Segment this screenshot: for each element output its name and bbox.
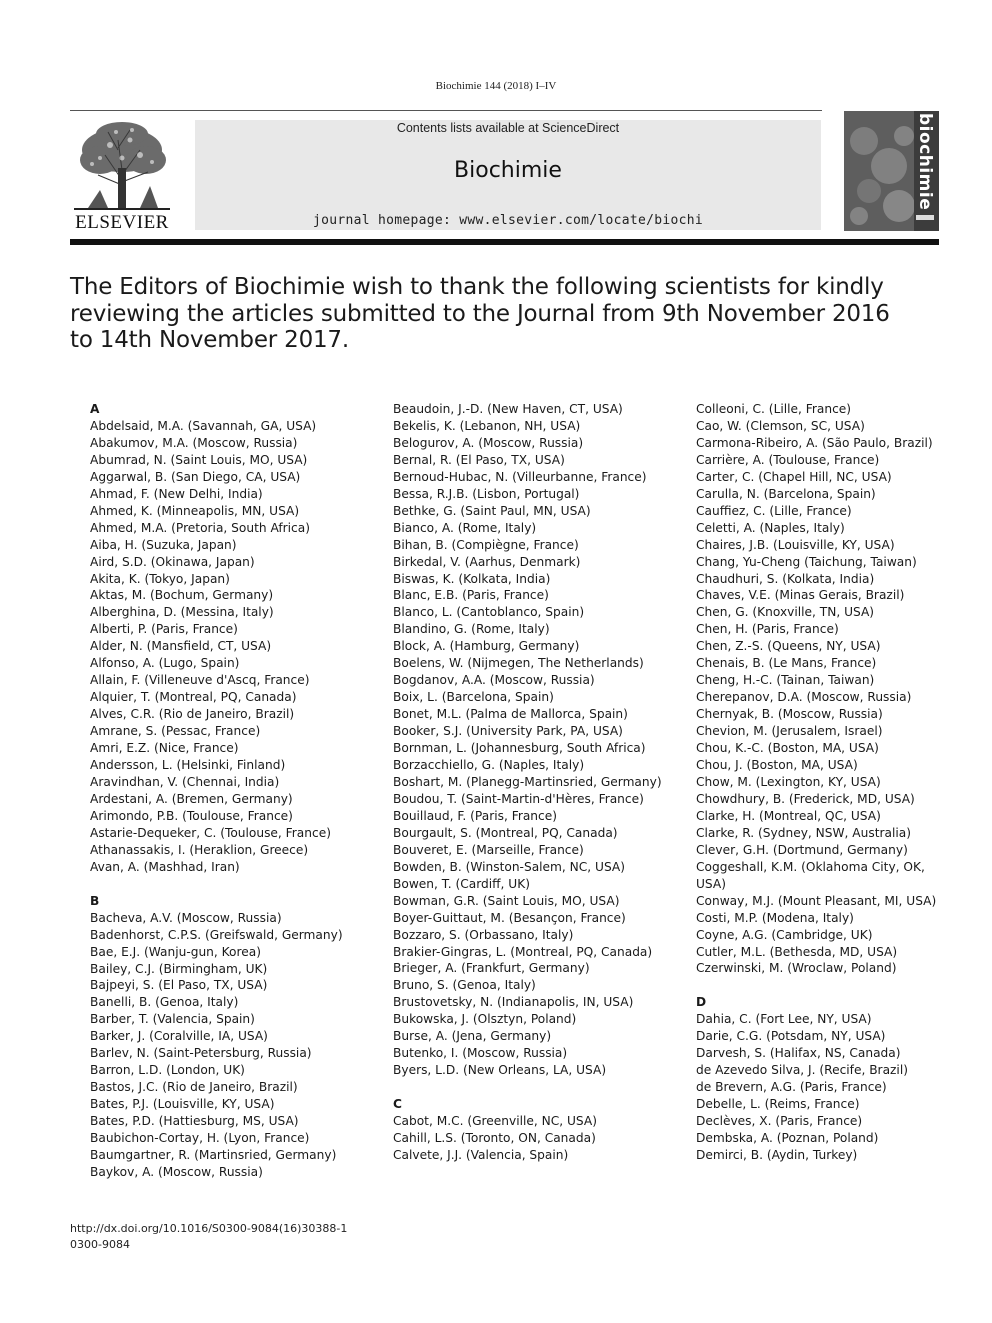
reviewer-entry: Alfonso, A. (Lugo, Spain) <box>90 656 240 671</box>
reviewer-entry: Chen, G. (Knoxville, TN, USA) <box>696 605 875 620</box>
reviewer-entry: Coggeshall, K.M. (Oklahoma City, OK, USA) <box>696 859 925 891</box>
reviewer-entry: Aird, S.D. (Okinawa, Japan) <box>90 554 255 569</box>
thick-rule <box>70 239 939 245</box>
reviewer-entry: Athanassakis, I. (Heraklion, Greece) <box>90 842 309 857</box>
reviewer-entry: Bouveret, E. (Marseille, France) <box>393 842 584 857</box>
reviewer-entry: Bowen, T. (Cardiff, UK) <box>393 876 530 891</box>
reviewer-entry: Ahmed, K. (Minneapolis, MN, USA) <box>90 503 300 518</box>
reviewer-entry: Clarke, R. (Sydney, NSW, Australia) <box>696 825 911 840</box>
reviewer-entry: Debelle, L. (Reims, France) <box>696 1097 860 1112</box>
reviewer-entry: Borzacchiello, G. (Naples, Italy) <box>393 758 585 773</box>
reviewer-entry: Brustovetsky, N. (Indianapolis, IN, USA) <box>393 995 634 1010</box>
reviewer-entry: Barron, L.D. (London, UK) <box>90 1063 245 1078</box>
reviewer-entry: Clarke, H. (Montreal, QC, USA) <box>696 808 881 823</box>
reviewer-entry: Ahmad, F. (New Delhi, India) <box>90 486 263 501</box>
reviewer-entry: Chowdhury, B. (Frederick, MD, USA) <box>696 791 915 806</box>
reviewer-entry: Birkedal, V. (Aarhus, Denmark) <box>393 554 581 569</box>
reviewer-entry: Boshart, M. (Planegg-Martinsried, Germany) <box>393 774 662 789</box>
reviewer-entry: Carmona-Ribeiro, A. (São Paulo, Brazil) <box>696 435 933 450</box>
reviewer-entry: Andersson, L. (Helsinki, Finland) <box>90 758 286 773</box>
reviewer-entry: Badenhorst, C.P.S. (Greifswald, Germany) <box>90 927 343 942</box>
reviewer-entry: Cheng, H.-C. (Tainan, Taiwan) <box>696 673 875 688</box>
section-letter: B <box>90 893 100 908</box>
reviewer-entry: Bourgault, S. (Montreal, PQ, Canada) <box>393 825 618 840</box>
reviewer-entry: Bukowska, J. (Olsztyn, Poland) <box>393 1012 577 1027</box>
reviewer-entry: Astarie-Dequeker, C. (Toulouse, France) <box>90 825 331 840</box>
journal-citation: Biochimie 144 (2018) I–IV <box>435 80 557 92</box>
reviewer-entry: Belogurov, A. (Moscow, Russia) <box>393 435 584 450</box>
reviewer-entry: Allain, F. (Villeneuve d'Ascq, France) <box>90 673 310 688</box>
reviewer-entry: Carter, C. (Chapel Hill, NC, USA) <box>696 469 892 484</box>
reviewer-entry: de Brevern, A.G. (Paris, France) <box>696 1080 887 1095</box>
reviewer-entry: Carulla, N. (Barcelona, Spain) <box>696 486 876 501</box>
journal-title: Biochimie <box>454 158 562 183</box>
reviewer-entry: Bruno, S. (Genoa, Italy) <box>393 978 536 993</box>
reviewer-entry: Beaudoin, J.-D. (New Haven, CT, USA) <box>393 402 623 416</box>
reviewer-entry: Banelli, B. (Genoa, Italy) <box>90 995 239 1010</box>
reviewer-entry: Chevion, M. (Jerusalem, Israel) <box>696 724 883 739</box>
top-rule <box>70 110 822 111</box>
reviewer-entry: Dembska, A. (Poznan, Poland) <box>696 1131 879 1146</box>
reviewer-entry: Coyne, A.G. (Cambridge, UK) <box>696 927 873 942</box>
reviewer-entry: Boudou, T. (Saint-Martin-d'Hères, France) <box>393 791 644 806</box>
reviewer-entry: Alves, C.R. (Rio de Janeiro, Brazil) <box>90 707 295 722</box>
reviewer-entry: Bates, P.J. (Louisville, KY, USA) <box>90 1097 275 1112</box>
reviewer-entry: Boelens, W. (Nijmegen, The Netherlands) <box>393 656 644 671</box>
reviewer-entry: Bajpeyi, S. (El Paso, TX, USA) <box>90 978 268 993</box>
reviewer-entry: Aravindhan, V. (Chennai, India) <box>90 774 280 789</box>
reviewer-entry: Chenais, B. (Le Mans, France) <box>696 656 877 671</box>
reviewer-entry: Costi, M.P. (Modena, Italy) <box>696 910 854 925</box>
reviewer-entry: Block, A. (Hamburg, Germany) <box>393 639 580 654</box>
journal-homepage[interactable]: journal homepage: www.elsevier.com/locate/biochi <box>312 213 704 228</box>
reviewer-entry: Chow, M. (Lexington, KY, USA) <box>696 774 881 789</box>
reviewer-entry: Bastos, J.C. (Rio de Janeiro, Brazil) <box>90 1080 298 1095</box>
elsevier-wordmark: ELSEVIER <box>75 212 169 233</box>
reviewer-entry: Alder, N. (Mansfield, CT, USA) <box>90 639 272 654</box>
reviewer-entry: Alberti, P. (Paris, France) <box>90 622 238 637</box>
reviewer-entry: Abakumov, M.A. (Moscow, Russia) <box>90 435 298 450</box>
issn: 0300-9084 <box>70 1238 130 1251</box>
reviewer-entry: Blanc, E.B. (Paris, France) <box>393 588 549 603</box>
reviewer-entry: Cherepanov, D.A. (Moscow, Russia) <box>696 690 912 705</box>
reviewer-entry: Czerwinski, M. (Wroclaw, Poland) <box>696 961 897 976</box>
reviewer-entry: Chou, J. (Boston, MA, USA) <box>696 758 858 773</box>
reviewer-entry: Ahmed, M.A. (Pretoria, South Africa) <box>90 520 310 535</box>
reviewer-entry: Cauffiez, C. (Lille, France) <box>696 503 852 518</box>
reviewer-entry: Bianco, A. (Rome, Italy) <box>393 520 537 535</box>
reviewer-column-1 <box>90 401 360 1198</box>
reviewer-entry: Brakier-Gingras, L. (Montreal, PQ, Canada) <box>393 944 653 959</box>
reviewer-entry: Alquier, T. (Montreal, PQ, Canada) <box>90 690 297 705</box>
reviewer-entry: Bates, P.D. (Hattiesburg, MS, USA) <box>90 1114 299 1129</box>
reviewer-entry: Barlev, N. (Saint-Petersburg, Russia) <box>90 1046 312 1061</box>
reviewer-entry: Chaves, V.E. (Minas Gerais, Brazil) <box>696 588 905 603</box>
reviewer-entry: Bekelis, K. (Lebanon, NH, USA) <box>393 418 581 433</box>
reviewer-entry: Abdelsaid, M.A. (Savannah, GA, USA) <box>90 418 317 433</box>
reviewer-entry: Chen, H. (Paris, France) <box>696 622 839 637</box>
reviewer-entry: Darvesh, S. (Halifax, NS, Canada) <box>696 1046 901 1061</box>
reviewer-group <box>393 1096 663 1164</box>
reviewer-entry: Bethke, G. (Saint Paul, MN, USA) <box>393 503 591 518</box>
cover-title: biochimie <box>915 113 935 211</box>
journal-cover <box>844 111 939 231</box>
reviewer-entry: Carrière, A. (Toulouse, France) <box>696 452 880 467</box>
reviewer-entry: Cahill, L.S. (Toronto, ON, Canada) <box>393 1131 596 1146</box>
reviewer-entry: Burse, A. (Jena, Germany) <box>393 1029 552 1044</box>
reviewer-entry: Celetti, A. (Naples, Italy) <box>696 520 845 535</box>
section-letter: D <box>696 995 707 1010</box>
reviewer-entry: Blandino, G. (Rome, Italy) <box>393 622 550 637</box>
reviewer-entry: Bailey, C.J. (Birmingham, UK) <box>90 961 268 976</box>
reviewer-entry: Baykov, A. (Moscow, Russia) <box>90 1164 263 1179</box>
reviewer-entry: Boyer-Guittaut, M. (Besançon, France) <box>393 910 626 925</box>
reviewer-entry: Bogdanov, A.A. (Moscow, Russia) <box>393 673 595 688</box>
reviewer-entry: Bacheva, A.V. (Moscow, Russia) <box>90 910 282 925</box>
reviewer-entry: Baubichon-Cortay, H. (Lyon, France) <box>90 1131 310 1146</box>
reviewer-entry: de Azevedo Silva, J. (Recife, Brazil) <box>696 1063 908 1078</box>
reviewer-entry: Darie, C.G. (Potsdam, NY, USA) <box>696 1029 886 1044</box>
reviewer-entry: Conway, M.J. (Mount Pleasant, MI, USA) <box>696 893 937 908</box>
reviewer-entry: Blanco, L. (Cantoblanco, Spain) <box>393 605 585 620</box>
footer <box>70 1221 347 1253</box>
reviewer-entry: Bowden, B. (Winston-Salem, NC, USA) <box>393 859 626 874</box>
reviewer-entry: Byers, L.D. (New Orleans, LA, USA) <box>393 1063 607 1078</box>
doi-link[interactable]: http://dx.doi.org/10.1016/S0300-9084(16)30388-1 <box>70 1222 348 1235</box>
reviewer-entry: Amrane, S. (Pessac, France) <box>90 724 261 739</box>
reviewer-entry: Chernyak, B. (Moscow, Russia) <box>696 707 883 722</box>
reviewer-entry: Butenko, I. (Moscow, Russia) <box>393 1046 568 1061</box>
reviewer-column-2 <box>393 401 663 1181</box>
reviewer-entry: Demirci, B. (Aydin, Turkey) <box>696 1147 858 1162</box>
reviewer-entry: Abumrad, N. (Saint Louis, MO, USA) <box>90 452 308 467</box>
reviewer-entry: Amri, E.Z. (Nice, France) <box>90 741 239 756</box>
reviewer-entry: Chaudhuri, S. (Kolkata, India) <box>696 571 875 586</box>
reviewer-group <box>90 401 360 876</box>
reviewer-entry: Bernoud-Hubac, N. (Villeurbanne, France) <box>393 469 647 484</box>
reviewer-entry: Avan, A. (Mashhad, Iran) <box>90 859 240 874</box>
reviewer-entry: Ardestani, A. (Bremen, Germany) <box>90 791 293 806</box>
reviewer-entry: Aggarwal, B. (San Diego, CA, USA) <box>90 469 301 484</box>
contents-line[interactable]: Contents lists available at ScienceDirect <box>396 121 620 135</box>
reviewer-group <box>393 401 663 1079</box>
reviewer-entry: Booker, S.J. (University Park, PA, USA) <box>393 724 623 739</box>
section-letter: A <box>90 402 100 416</box>
reviewer-entry: Akita, K. (Tokyo, Japan) <box>90 571 230 586</box>
reviewer-entry: Cabot, M.C. (Greenville, NC, USA) <box>393 1114 597 1129</box>
reviewer-group <box>90 893 360 1181</box>
elsevier-tree-icon <box>70 120 174 212</box>
reviewer-entry: Bozzaro, S. (Orbassano, Italy) <box>393 927 574 942</box>
reviewer-entry: Bornman, L. (Johannesburg, South Africa) <box>393 741 646 756</box>
reviewer-entry: Arimondo, P.B. (Toulouse, France) <box>90 808 293 823</box>
reviewer-entry: Barber, T. (Valencia, Spain) <box>90 1012 255 1027</box>
reviewer-entry: Bouillaud, F. (Paris, France) <box>393 808 557 823</box>
reviewer-entry: Biswas, K. (Kolkata, India) <box>393 571 551 586</box>
reviewer-entry: Barker, J. (Coralville, IA, USA) <box>90 1029 268 1044</box>
reviewer-entry: Clever, G.H. (Dortmund, Germany) <box>696 842 908 857</box>
reviewer-entry: Chen, Z.-S. (Queens, NY, USA) <box>696 639 881 654</box>
reviewer-group <box>696 401 941 977</box>
reviewer-entry: Boix, L. (Barcelona, Spain) <box>393 690 554 705</box>
reviewer-entry: Cutler, M.L. (Bethesda, MD, USA) <box>696 944 898 959</box>
reviewer-entry: Bernal, R. (El Paso, TX, USA) <box>393 452 565 467</box>
reviewer-entry: Declèves, X. (Paris, France) <box>696 1114 863 1129</box>
reviewer-entry: Chang, Yu-Cheng (Taichung, Taiwan) <box>696 554 917 569</box>
reviewer-entry: Bowman, G.R. (Saint Louis, MO, USA) <box>393 893 620 908</box>
reviewer-entry: Alberghina, D. (Messina, Italy) <box>90 605 274 620</box>
reviewer-entry: Chou, K.-C. (Boston, MA, USA) <box>696 741 879 756</box>
reviewer-entry: Bonet, M.L. (Palma de Mallorca, Spain) <box>393 707 628 722</box>
reviewer-entry: Cao, W. (Clemson, SC, USA) <box>696 418 865 433</box>
reviewer-group <box>696 994 941 1164</box>
reviewer-entry: Colleoni, C. (Lille, France) <box>696 402 852 416</box>
reviewer-entry: Dahia, C. (Fort Lee, NY, USA) <box>696 1012 872 1027</box>
journal-banner <box>195 120 821 230</box>
reviewer-entry: Aiba, H. (Suzuka, Japan) <box>90 537 237 552</box>
reviewer-column-3 <box>696 401 941 1181</box>
reviewer-entry: Bae, E.J. (Wanju-gun, Korea) <box>90 944 261 959</box>
reviewer-entry: Brieger, A. (Frankfurt, Germany) <box>393 961 590 976</box>
intro-statement: The Editors of Biochimie wish to thank the following scientists for kindly reviewing the articles submitted to the Journal from 9th November 2016 to 14th November 2017. <box>70 274 890 353</box>
reviewer-entry: Calvete, J.J. (Valencia, Spain) <box>393 1147 569 1162</box>
reviewer-entry: Baumgartner, R. (Martinsried, Germany) <box>90 1147 337 1162</box>
reviewer-entry: Bessa, R.J.B. (Lisbon, Portugal) <box>393 486 580 501</box>
reviewer-entry: Aktas, M. (Bochum, Germany) <box>90 588 274 603</box>
section-letter: C <box>393 1097 402 1112</box>
reviewer-entry: Bihan, B. (Compiègne, France) <box>393 537 579 552</box>
reviewer-entry: Chaires, J.B. (Louisville, KY, USA) <box>696 537 895 552</box>
